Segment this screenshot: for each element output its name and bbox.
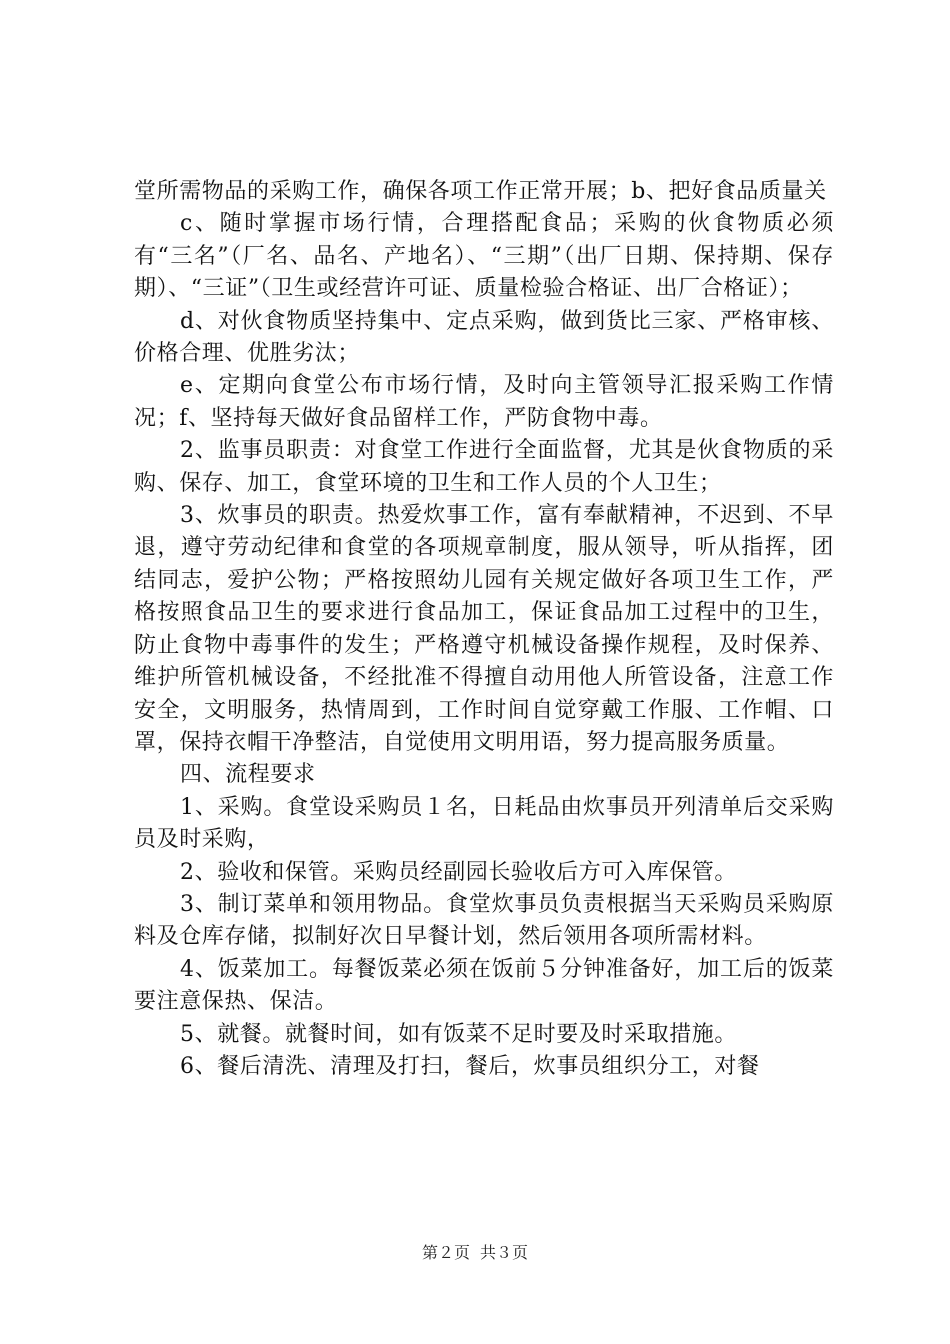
paragraph-cook-duty: 3、炊事员的职责。热爱炊事工作，富有奉献精神，不迟到、不早退，遵守劳动纪律和食堂的各项规章制度，服从领导，听从指挥，团结同志，爱护公物；严格按照幼儿园有关规定做好各项卫生工作，严格按照食品卫生的要求进行食品加工，保证食品加工过程中的卫生，防止食物中毒事件的发生；严格遵守机械设备操作规程，及时保养、维护所管机械设备，不经批准不得擅自动用他人所管设备，注意工作安全，文明服务，热情周到，工作时间自觉穿戴工作服、工作帽、口罩，保持衣帽干净整洁，自觉使用文明用语，努力提高服务质量。 — [134, 503, 834, 755]
section-heading-process: 四、流程要求 — [180, 762, 316, 788]
paragraph-process-cleaning: 6、餐后清洗、清理及打扫，餐后，炊事员组织分工，对餐 — [180, 1053, 760, 1079]
paragraph-continuation: 堂所需物品的采购工作，确保各项工作正常开展；b、把好食品质量关 — [134, 179, 827, 204]
paragraph-item-d: d、对伙食物质坚持集中、定点采购，做到货比三家、严格审核、价格合理、优胜劣汰； — [134, 308, 834, 367]
paragraph-process-acceptance: 2、验收和保管。采购员经副园长验收后方可入库保管。 — [180, 859, 737, 885]
paragraph-process-purchase: 1、采购。食堂设采购员１名，日耗品由炊事员开列清单后交采购员及时采购， — [134, 794, 834, 853]
document-body — [134, 176, 834, 1083]
page-footer — [0, 1243, 950, 1263]
paragraph-item-c: c、随时掌握市场行情，合理搭配食品；采购的伙食物质必须有“三名”（厂名、品名、产地名）、“三期”（出厂日期、保持期、保存期）、“三证”（卫生或经营许可证、质量检验合格证、出厂合格证）； — [134, 211, 834, 302]
paragraph-process-cooking: 4、饭菜加工。每餐饭菜必须在饭前５分钟准备好，加工后的饭菜要注意保热、保洁。 — [134, 956, 834, 1015]
paragraph-process-menu: 3、制订菜单和领用物品。食堂炊事员负责根据当天采购员采购原料及仓库存储，拟制好次日早餐计划，然后领用各项所需材料。 — [134, 891, 834, 950]
page-total: 共３页 — [480, 1243, 529, 1262]
page-number: 第２页 — [421, 1243, 470, 1262]
paragraph-process-dining: 5、就餐。就餐时间，如有饭菜不足时要及时采取措施。 — [180, 1021, 737, 1047]
paragraph-supervisor-duty: 2、监事员职责：对食堂工作进行全面监督，尤其是伙食物质的采购、保存、加工，食堂环境的卫生和工作人员的个人卫生； — [134, 438, 834, 496]
paragraph-item-e: e、定期向食堂公布市场行情，及时向主管领导汇报采购工作情况；f、坚持每天做好食品留样工作，严防食物中毒。 — [134, 373, 834, 431]
